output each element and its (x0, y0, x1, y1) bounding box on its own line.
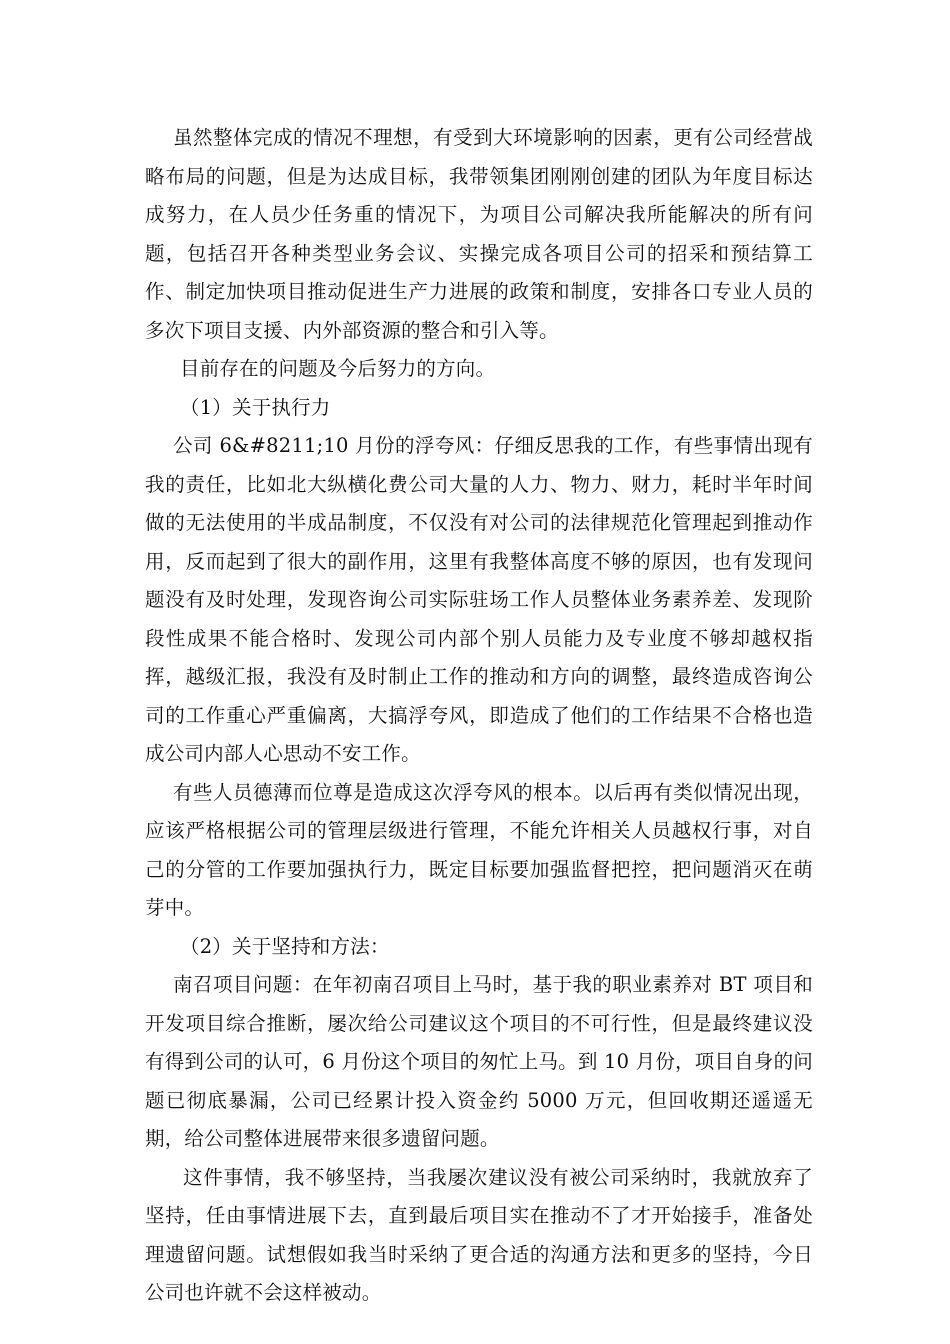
paragraph-summary: 虽然整体完成的情况不理想，有受到大环境影响的因素，更有公司经营战略布局的问题，但是为达成目标，我带领集团刚刚创建的团队为年度目标达成努力，在人员少任务重的情况下，为项目公司解决我所能解决的所有问题，包括召开各种类型业务会议、实操完成各项目公司的招采和预结算工作、制定加快项目推动促进生产力进展的政策和制度，安排各口专业人员的多次下项目支援、内外部资源的整合和引入等。 (145, 126, 813, 342)
paragraph-nanzhao-project: 南召项目问题：在年初南召项目上马时，基于我的职业素养对 BT 项目和开发项目综合推断，屡次给公司建议这个项目的不可行性，但是最终建议没有得到公司的认可，6 月份这个项目的匆忙上马。到 10 月份，项目自身的问题已彻底暴漏，公司已经累计投入资金约 5000 万元，但回收期还遥遥无期，给公司整体进展带来很多遗留问题。 (145, 973, 813, 1150)
paragraph-root-cause: 有些人员德薄而位尊是造成这次浮夸风的根本。以后再有类似情况出现，应该严格根据公司的管理层级进行管理，不能允许相关人员越权行事，对自己的分管的工作要加强执行力，既定目标要加强监督把控，把问题消灭在萌芽中。 (145, 780, 813, 919)
paragraph-exaggeration: 公司 6&#8211;10 月份的浮夸风：仔细反思我的工作，有些事情出现有我的责任，比如北大纵横化费公司大量的人力、物力、财力，耗时半年时间做的无法使用的半成品制度，不仅没有对公司的法律规范化管理起到推动作用，反而起到了很大的副作用，这里有我整体高度不够的原因，也有发现问题没有及时处理，发现咨询公司实际驻场工作人员整体业务素养差、发现阶段性成果不能合格时、发现公司内部个别人员能力及专业度不够却越权指挥，越级汇报，我没有及时制止工作的推动和方向的调整，最终造成咨询公司的工作重心严重偏离，大搞浮夸风，即造成了他们的工作结果不合格也造成公司内部人心思动不安工作。 (145, 434, 813, 765)
document-body (145, 119, 813, 1313)
subheading-execution: （1）关于执行力 (180, 395, 331, 419)
subheading-persistence: （2）关于坚持和方法： (180, 934, 390, 958)
section-heading-problems: 目前存在的问题及今后努力的方向。 (180, 357, 496, 380)
paragraph-reflection: 这件事情，我不够坚持，当我屡次建议没有被公司采纳时，我就放弃了坚持，任由事情进展下去，直到最后项目实在推动不了才开始接手，准备处理遗留问题。试想假如我当时采纳了更合适的沟通方法和更多的坚持，今日公司也许就不会这样被动。 (145, 1165, 813, 1304)
